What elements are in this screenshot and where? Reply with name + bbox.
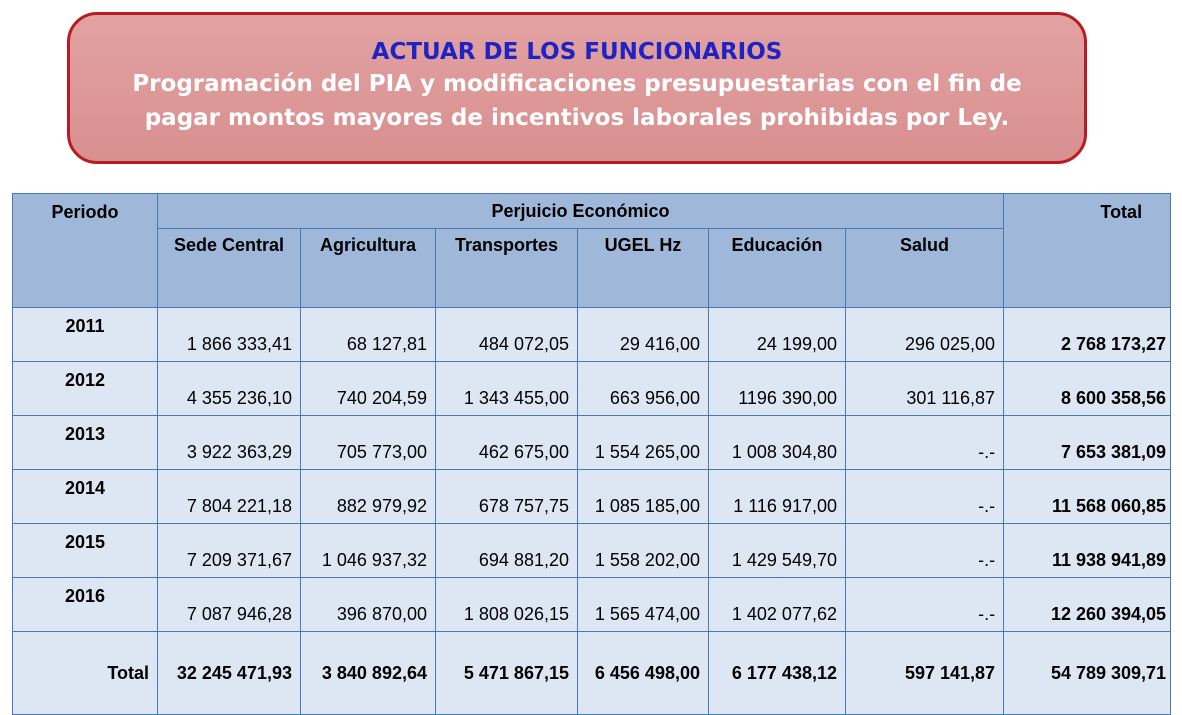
totals-cell: 3 840 892,64 xyxy=(301,632,436,715)
table-cell: 1 429 549,70 xyxy=(709,524,846,578)
table-cell: 1 343 455,00 xyxy=(436,362,578,416)
banner-subtitle-line-1: Programación del PIA y modificaciones presupuestarias con el fin de xyxy=(132,71,1022,97)
table-cell: 296 025,00 xyxy=(846,308,1004,362)
table-cell: 1 565 474,00 xyxy=(578,578,709,632)
header-total: Total xyxy=(1004,194,1171,308)
row-total: 11 938 941,89 xyxy=(1004,524,1171,578)
row-year: 2016 xyxy=(13,578,158,632)
table-cell: 7 209 371,67 xyxy=(158,524,301,578)
table-cell: 24 199,00 xyxy=(709,308,846,362)
table-row xyxy=(13,416,1171,470)
table-cell: 694 881,20 xyxy=(436,524,578,578)
header-perjuicio-economico: Perjuicio Económico xyxy=(158,194,1004,229)
table-row xyxy=(13,524,1171,578)
totals-cell: 6 456 498,00 xyxy=(578,632,709,715)
totals-cell: 32 245 471,93 xyxy=(158,632,301,715)
table-cell: 663 956,00 xyxy=(578,362,709,416)
table-cell: 3 922 363,29 xyxy=(158,416,301,470)
table-cell: 7 087 946,28 xyxy=(158,578,301,632)
table-cell: 882 979,92 xyxy=(301,470,436,524)
row-total: 12 260 394,05 xyxy=(1004,578,1171,632)
row-year: 2012 xyxy=(13,362,158,416)
banner-subtitle-line-2: pagar montos mayores de incentivos laborales prohibidas por Ley. xyxy=(144,105,1010,131)
header-periodo: Periodo xyxy=(13,194,158,308)
row-total: 2 768 173,27 xyxy=(1004,308,1171,362)
table-cell: 462 675,00 xyxy=(436,416,578,470)
totals-cell: 5 471 867,15 xyxy=(436,632,578,715)
table-cell: 396 870,00 xyxy=(301,578,436,632)
table-cell: 1 008 304,80 xyxy=(709,416,846,470)
header-educacion: Educación xyxy=(709,229,846,308)
table-cell: 301 116,87 xyxy=(846,362,1004,416)
table-cell: -.- xyxy=(846,524,1004,578)
table-cell: 4 355 236,10 xyxy=(158,362,301,416)
row-total: 8 600 358,56 xyxy=(1004,362,1171,416)
table-cell: -.- xyxy=(846,470,1004,524)
table-cell: 1 116 917,00 xyxy=(709,470,846,524)
row-year: 2015 xyxy=(13,524,158,578)
header-sede-central: Sede Central xyxy=(158,229,301,308)
row-total: 11 568 060,85 xyxy=(1004,470,1171,524)
table-cell: 705 773,00 xyxy=(301,416,436,470)
table-row xyxy=(13,578,1171,632)
table-cell: 740 204,59 xyxy=(301,362,436,416)
totals-label: Total xyxy=(13,632,158,715)
table-cell: -.- xyxy=(846,578,1004,632)
table-cell: 68 127,81 xyxy=(301,308,436,362)
table-cell: 1 808 026,15 xyxy=(436,578,578,632)
table-cell: 484 072,05 xyxy=(436,308,578,362)
table-cell: 29 416,00 xyxy=(578,308,709,362)
header-agricultura: Agricultura xyxy=(301,229,436,308)
banner-title: ACTUAR DE LOS FUNCIONARIOS xyxy=(371,39,783,65)
table-cell: 1 046 937,32 xyxy=(301,524,436,578)
table-cell: -.- xyxy=(846,416,1004,470)
totals-cell: 597 141,87 xyxy=(846,632,1004,715)
table-cell: 1 866 333,41 xyxy=(158,308,301,362)
table-row xyxy=(13,362,1171,416)
totals-row xyxy=(13,632,1171,715)
table-cell: 1 554 265,00 xyxy=(578,416,709,470)
table-cell: 1 085 185,00 xyxy=(578,470,709,524)
totals-cell: 6 177 438,12 xyxy=(709,632,846,715)
table-cell: 7 804 221,18 xyxy=(158,470,301,524)
table-cell: 1196 390,00 xyxy=(709,362,846,416)
table-row xyxy=(13,470,1171,524)
table-cell: 678 757,75 xyxy=(436,470,578,524)
grand-total: 54 789 309,71 xyxy=(1004,632,1171,715)
row-year: 2013 xyxy=(13,416,158,470)
table-cell: 1 558 202,00 xyxy=(578,524,709,578)
header-salud: Salud xyxy=(846,229,1004,308)
header-ugel-hz: UGEL Hz xyxy=(578,229,709,308)
row-total: 7 653 381,09 xyxy=(1004,416,1171,470)
economic-damage-table xyxy=(12,193,1171,715)
title-banner xyxy=(67,12,1087,164)
row-year: 2014 xyxy=(13,470,158,524)
row-year: 2011 xyxy=(13,308,158,362)
table-cell: 1 402 077,62 xyxy=(709,578,846,632)
table-row xyxy=(13,308,1171,362)
header-transportes: Transportes xyxy=(436,229,578,308)
